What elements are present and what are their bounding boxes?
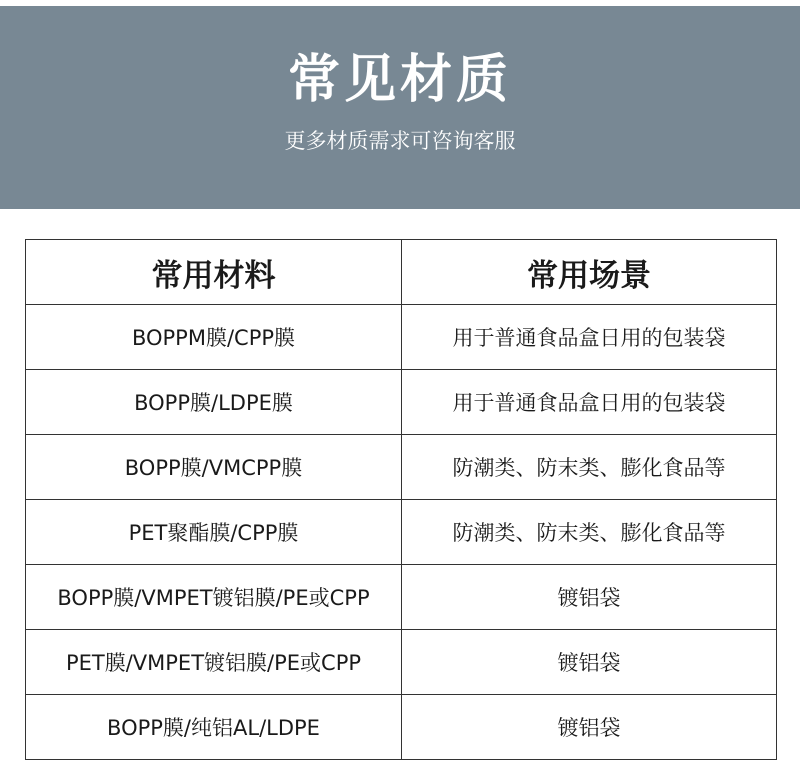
material-cell: PET聚酯膜/CPP膜 (26, 500, 402, 565)
table-row (26, 630, 777, 695)
header-banner (0, 6, 800, 209)
scenario-cell: 用于普通食品盒日用的包装袋 (402, 370, 777, 435)
table-row (26, 305, 777, 370)
table-row (26, 370, 777, 435)
table-row (26, 565, 777, 630)
material-cell: BOPP膜/VMPET镀铝膜/PE或CPP (26, 565, 402, 630)
scenario-cell: 用于普通食品盒日用的包装袋 (402, 305, 777, 370)
material-cell: BOPP膜/LDPE膜 (26, 370, 402, 435)
table-header-row (26, 240, 777, 305)
scenario-cell: 防潮类、防末类、膨化食品等 (402, 435, 777, 500)
material-cell: PET膜/VMPET镀铝膜/PE或CPP (26, 630, 402, 695)
table-row (26, 435, 777, 500)
header-scenario: 常用场景 (402, 240, 777, 305)
scenario-cell: 镀铝袋 (402, 695, 777, 760)
material-cell: BOPP膜/VMCPP膜 (26, 435, 402, 500)
table-row (26, 695, 777, 760)
table-row (26, 500, 777, 565)
material-cell: BOPPM膜/CPP膜 (26, 305, 402, 370)
materials-table (25, 239, 777, 760)
scenario-cell: 防潮类、防末类、膨化食品等 (402, 500, 777, 565)
scenario-cell: 镀铝袋 (402, 565, 777, 630)
header-material: 常用材料 (26, 240, 402, 305)
material-cell: BOPP膜/纯铝AL/LDPE (26, 695, 402, 760)
scenario-cell: 镀铝袋 (402, 630, 777, 695)
page-title: 常见材质 (287, 50, 512, 110)
page-subtitle: 更多材质需求可咨询客服 (284, 129, 516, 153)
